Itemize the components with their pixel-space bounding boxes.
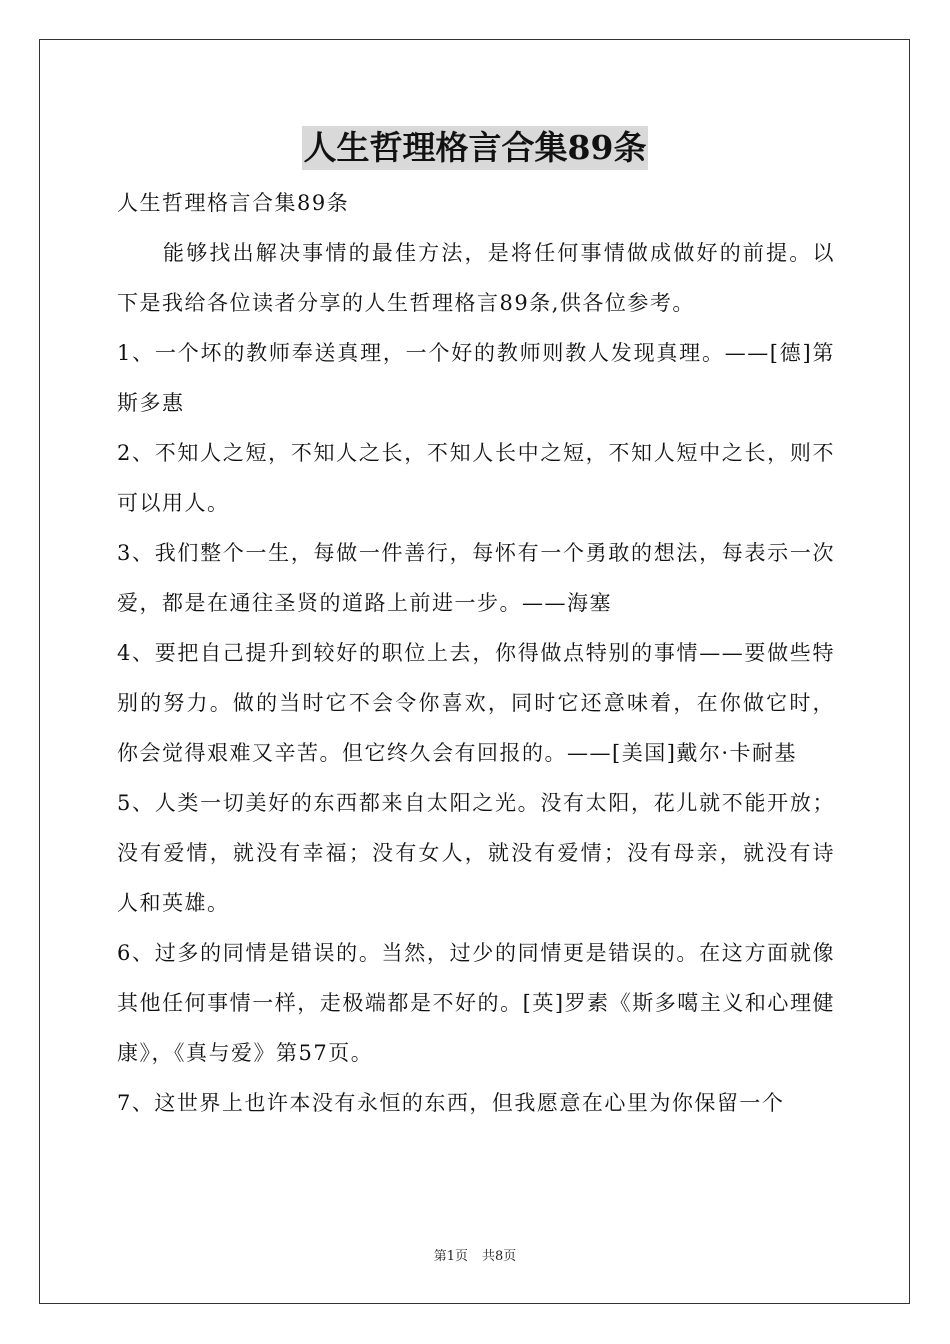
quote-item: 3、我们整个一生，每做一件善行，每怀有一个勇敢的想法，每表示一次爱，都是在通往圣贤的道路上前进一步。——海塞 [117, 541, 835, 615]
page-total: 共8页 [482, 1249, 517, 1264]
quote-item: 2、不知人之短，不知人之长，不知人长中之短，不知人短中之长，则不可以用人。 [117, 441, 835, 515]
quote-item: 6、过多的同情是错误的。当然，过少的同情更是错误的。在这方面就像其他任何事情一样，走极端都是不好的。[英]罗素《斯多噶主义和心理健康》，《真与爱》第57页。 [117, 941, 835, 1065]
quote-item: 7、这世界上也许本没有永恒的东西，但我愿意在心里为你保留一个 [117, 1091, 785, 1115]
quote-item: 1、一个坏的教师奉送真理，一个好的教师则教人发现真理。——[德]第斯多惠 [117, 341, 835, 415]
page-footer [0, 1245, 950, 1264]
document-title: 人生哲理格言合集89条 [302, 126, 649, 170]
intro-paragraph: 能够找出解决事情的最佳方法，是将任何事情做成做好的前提。以下是我给各位读者分享的人生哲理格言89条,供各位参考。 [117, 241, 835, 315]
document-subtitle: 人生哲理格言合集89条 [117, 191, 350, 215]
document-body [117, 178, 835, 1128]
quote-item: 4、要把自己提升到较好的职位上去，你得做点特别的事情——要做些特别的努力。做的当时它不会令你喜欢，同时它还意味着，在你做它时，你会觉得艰难又辛苦。但它终久会有回报的。——[美国]戴尔·卡耐基 [117, 641, 835, 765]
page-number: 第1页 [433, 1249, 468, 1264]
title-container [0, 126, 950, 170]
quote-item: 5、人类一切美好的东西都来自太阳之光。没有太阳，花儿就不能开放；没有爱情，就没有幸福；没有女人，就没有爱情；没有母亲，就没有诗人和英雄。 [117, 791, 835, 915]
